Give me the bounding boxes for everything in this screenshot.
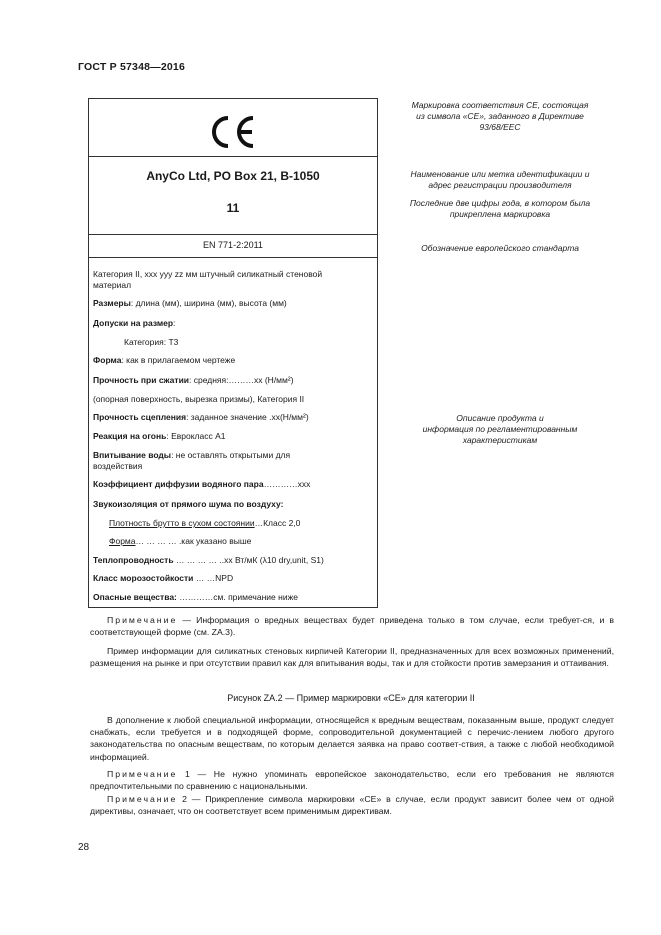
tolerance-category: Категория: T3: [124, 337, 179, 347]
note-hazardous-substances: Примечание — Информация о вредных веществах будет приведена только в том случае, если требует-ся, и в соответствующей форме (см. ZA.3).: [90, 615, 614, 638]
additional-info-paragraph: В дополнение к любой специальной информации, относящейся к вредным веществам, показанным выше, продукт следует снабжать, если требуется и в подходящей форме, сопроводительной документацией с перечис-лением любого другого законодательства по опасным веществам, по которым делается заявка на право соответ-ствия, а также с любой необходимой информацией.: [90, 715, 614, 762]
dimensions-row: Размеры: длина (мм), ширина (мм), высота (мм): [93, 298, 287, 308]
year-note: Последние две цифры года, в котором была прикреплена маркировка: [409, 198, 591, 219]
ce-logo-icon: [208, 115, 258, 149]
tolerance-row: Допуски на размер:: [93, 318, 176, 328]
standard-note: Обозначение европейского стандарта: [421, 243, 579, 253]
dangerous-substances-row: Опасные вещества: …………см. примечание ниже: [93, 592, 298, 602]
ce-label-box: [88, 98, 378, 608]
marking-year: 11: [226, 201, 240, 215]
ce-mark: [89, 115, 377, 154]
frost-resistance-row: Класс морозостойкости … …NPD: [93, 573, 234, 583]
product-description-note: Описание продукта и информация по регламентированным характеристикам: [422, 413, 578, 445]
compressive-strength-row: Прочность при сжатии: средняя:………xx (Н/мм²): [93, 375, 294, 385]
fire-reaction-row: Реакция на огонь: Еврокласс А1: [93, 431, 226, 441]
standard-designation: EN 771-2:2011: [203, 240, 263, 250]
page-number: 28: [78, 842, 90, 853]
manufacturer-address: AnyCo Ltd, PO Box 21, B-1050: [146, 169, 320, 183]
note-1: Примечание 1 — Не нужно упоминать европейское законодательство, если его требования не являются предпочтительными по сравнению с национальными.: [90, 769, 614, 792]
example-paragraph: Пример информации для силикатных стеновых кирпичей Категории II, предназначенных для всех возможных применений, размещения на рынке и при отсутствии правил как для впитывания воды, так и для стойкости против замерзания и оттаивания.: [90, 646, 614, 669]
ce-marking-note: Маркировка соответствия CE, состоящая из символа «CE», заданного в Директиве 93/68/EEC: [411, 100, 589, 132]
shape-row: Форма… … … … .как указано выше: [109, 536, 252, 546]
water-absorption-row: Впитывание воды: не оставлять открытыми для воздействия: [93, 450, 291, 471]
category-line: Категория II, xxx yyy zz мм штучный силикатный стеновой материал: [93, 269, 323, 290]
manufacturer-note: Наименование или метка идентификации и адрес регистрации производителя: [410, 169, 590, 190]
form-row: Форма: как в прилагаемом чертеже: [93, 355, 236, 365]
strength-note: (опорная поверхность, вырезка призмы), Категория II: [93, 394, 305, 404]
document-header: ГОСТ Р 57348—2016: [78, 61, 186, 73]
density-row: Плотность брутто в сухом состоянии…Класс 2,0: [109, 518, 301, 528]
figure-caption: Рисунок ZA.2 — Пример маркировки «CE» для категории II: [227, 693, 475, 703]
note-2: Примечание 2 — Прикрепление символа маркировки «CE» в случае, если продукт зависит более чем от одной директивы, означает, что он соответствует всем применимым директивам.: [90, 794, 614, 817]
sound-insulation-row: Звукоизоляция от прямого шума по воздуху:: [93, 499, 284, 509]
vapour-diffusion-row: Коэффициент диффузии водяного пара…………xxx: [93, 479, 311, 489]
bond-strength-row: Прочность сцепления: заданное значение .xx(Н/мм²): [93, 412, 309, 422]
thermal-conductivity-row: Теплопроводность … … … … ..xx Вт/мК (λ10 dry,unit, S1): [93, 555, 324, 565]
